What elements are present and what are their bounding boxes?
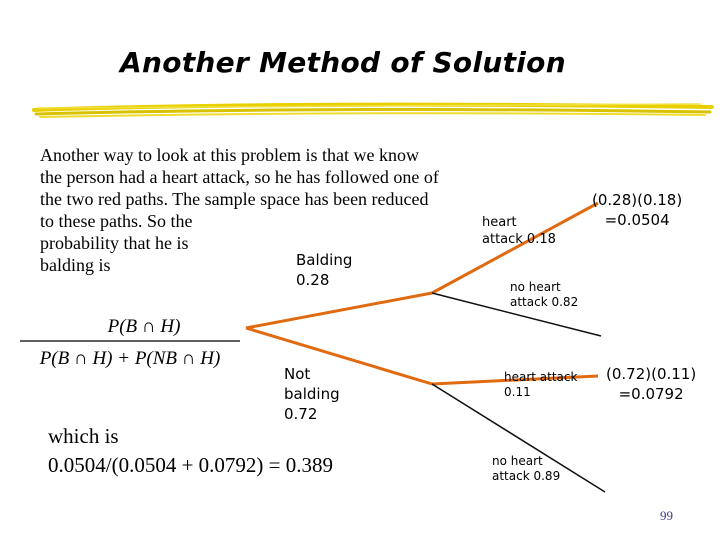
label-line: Balding <box>296 251 353 269</box>
no-heart-attack-top-label <box>510 280 578 310</box>
label-line: 0.28 <box>296 271 330 289</box>
label-line: no heart <box>510 280 561 294</box>
label-line: no heart <box>492 454 543 468</box>
no-heart-attack-bottom-label <box>492 454 560 484</box>
conclusion-line-1: which is <box>48 424 119 448</box>
label-line: 0.72 <box>284 405 318 423</box>
calc-line: (0.28)(0.18) <box>592 191 683 209</box>
calc-top <box>592 190 682 230</box>
calc-line: (0.72)(0.11) <box>606 365 697 383</box>
paragraph-line: probability that he is <box>40 233 189 253</box>
label-line: attack 0.82 <box>510 295 579 309</box>
label-line: 0.11 <box>504 385 531 399</box>
paragraph-line: balding is <box>40 255 111 275</box>
branch-balding <box>246 293 432 328</box>
paragraph-line: the two red paths. The sample space has been reduced <box>40 189 429 209</box>
page-number: 99 <box>660 508 673 523</box>
balding-label <box>296 250 352 290</box>
calc-line: =0.0792 <box>618 385 684 403</box>
label-line: heart attack <box>504 370 578 384</box>
calc-bottom <box>606 364 696 404</box>
formula-numerator: P(B ∩ H) <box>107 316 181 337</box>
label-line: heart <box>482 215 517 230</box>
calc-line: =0.0504 <box>604 211 670 229</box>
slide-title: Another Method of Solution <box>120 46 566 79</box>
formula-denominator: P(B ∩ H) + P(NB ∩ H) <box>39 348 221 369</box>
not-balding-label <box>284 364 340 424</box>
label-line: attack 0.18 <box>482 232 556 247</box>
conclusion-line-2: 0.0504/(0.0504 + 0.0792) = 0.389 <box>48 453 334 477</box>
probability-formula <box>18 312 248 372</box>
heart-attack-top-label <box>482 214 556 248</box>
label-line: Not <box>284 365 311 383</box>
paragraph-line: the person had a heart attack, so he has followed one of <box>40 167 439 187</box>
label-line: balding <box>284 385 340 403</box>
paragraph-line: to these paths. So the <box>40 211 193 231</box>
heart-attack-bottom-label <box>504 370 577 400</box>
paragraph-line: Another way to look at this problem is that we know <box>40 145 419 165</box>
label-line: attack 0.89 <box>492 469 561 483</box>
